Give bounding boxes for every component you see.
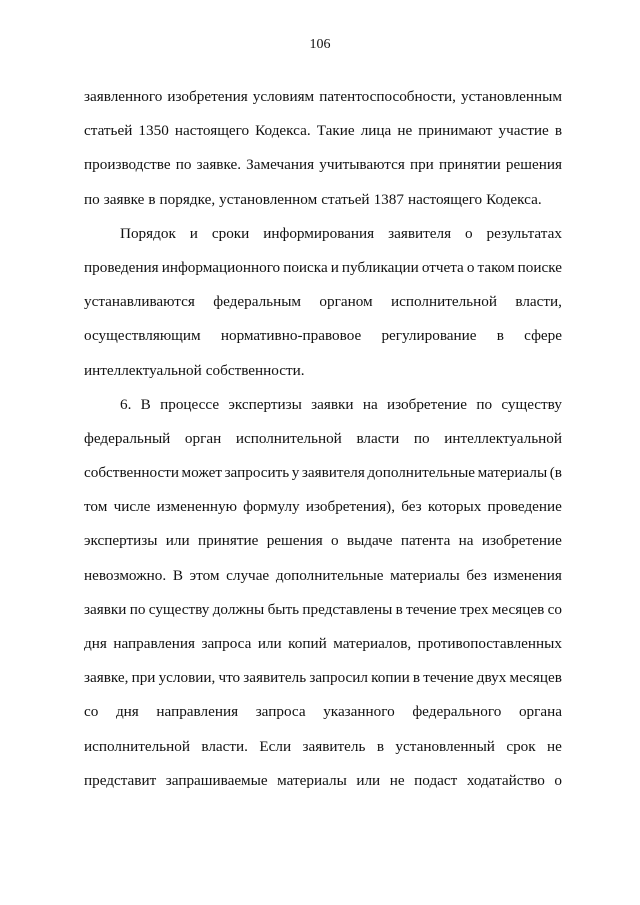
word: нормативно-правовое — [220, 327, 362, 345]
word: федеральным — [213, 293, 302, 311]
word: патентоспособности, — [319, 88, 456, 105]
word: запрашиваемые — [165, 771, 268, 789]
word: заявке, — [84, 669, 129, 687]
word: и — [189, 224, 198, 242]
word: копий — [288, 635, 327, 652]
word: месяцев — [509, 669, 562, 687]
word: заявитель — [302, 737, 366, 755]
word: измененную — [156, 498, 237, 516]
word: может — [181, 464, 223, 482]
word: представлены — [302, 600, 393, 618]
word: которых — [427, 498, 482, 516]
text-line — [84, 559, 562, 593]
word: В — [140, 395, 151, 413]
word: информационного — [161, 258, 281, 276]
word: информирования — [263, 224, 375, 242]
word: случае — [226, 566, 270, 584]
word: формулу — [243, 498, 300, 516]
word: заявки — [311, 395, 354, 413]
word: на — [458, 532, 474, 550]
word: исполнительной — [235, 429, 342, 447]
page-number: 106 — [309, 37, 331, 52]
word: лица — [360, 122, 392, 140]
word: или — [356, 771, 381, 789]
word: участие — [498, 122, 549, 140]
word: не — [389, 771, 405, 789]
word: запроса — [201, 635, 252, 652]
word: органа — [518, 703, 562, 721]
word: на — [362, 395, 378, 413]
word: дополнительные — [367, 464, 476, 482]
word: интеллектуальной — [444, 429, 562, 447]
word: и — [330, 258, 339, 276]
word: что — [218, 669, 241, 687]
word: месяцев — [491, 600, 545, 618]
word: Кодекса. — [486, 190, 542, 208]
document-body — [84, 80, 562, 798]
word: заявке — [103, 190, 145, 208]
text-line — [84, 388, 562, 422]
word: проведение — [487, 498, 562, 516]
word: по — [129, 600, 146, 618]
word: по — [476, 395, 493, 413]
word: не — [547, 737, 562, 755]
text-line — [84, 490, 562, 524]
word: направления — [113, 635, 195, 652]
word: по — [413, 429, 430, 447]
word: по — [175, 156, 192, 174]
text-line — [84, 114, 562, 148]
word: условиям — [252, 88, 315, 105]
word: изобретения), — [305, 498, 396, 516]
word: по — [84, 190, 100, 208]
word: запросить — [224, 464, 290, 482]
word: заявителя — [301, 464, 365, 482]
word: выдаче — [346, 532, 393, 550]
word: изобретение — [386, 395, 468, 413]
word: направления — [156, 703, 239, 721]
word: существу — [148, 600, 210, 618]
word: установленным — [461, 88, 562, 105]
text-line — [84, 456, 562, 490]
word: двух — [476, 669, 507, 687]
word: копии — [371, 669, 410, 687]
word: власти, — [515, 293, 562, 311]
word: заявителя — [388, 224, 452, 242]
word: со — [84, 703, 99, 721]
word: результатах — [486, 224, 562, 242]
word: интеллектуальной — [84, 361, 202, 379]
text-line — [84, 80, 562, 114]
word: порядке, — [159, 190, 216, 208]
word: со — [547, 600, 562, 618]
word: Такие — [316, 122, 355, 140]
word: о — [465, 224, 473, 242]
word: том — [84, 498, 108, 516]
word: при — [409, 156, 434, 174]
text-line — [84, 524, 562, 558]
word: изобретения — [167, 88, 248, 105]
word: настоящего — [407, 190, 483, 208]
text-line — [84, 764, 562, 798]
word: в — [395, 600, 403, 618]
word: статьей — [321, 190, 370, 208]
word: быть — [267, 600, 300, 618]
word: у — [291, 464, 300, 482]
word: В — [172, 566, 183, 584]
word: принимают — [418, 122, 493, 140]
word: в — [148, 190, 156, 208]
word: материалы — [277, 771, 347, 789]
word: сроки — [211, 224, 250, 242]
text-line — [84, 695, 562, 729]
word: о — [466, 258, 475, 276]
word: сфере — [524, 327, 562, 345]
word: числе — [113, 498, 151, 516]
word: федеральный — [84, 429, 171, 447]
word: отчета — [421, 258, 464, 276]
word: заявитель — [243, 669, 307, 687]
text-line — [84, 217, 562, 251]
word: запроса — [255, 703, 306, 721]
word: устанавливаются — [84, 293, 195, 311]
word: власти — [356, 429, 400, 447]
word: патента — [400, 532, 451, 550]
word: экспертизы — [228, 395, 302, 413]
word: ходатайство — [466, 771, 545, 789]
word: Замечания — [246, 156, 315, 174]
word: исполнительной — [84, 737, 190, 755]
word: собственности. — [205, 361, 305, 379]
word: решения — [505, 156, 562, 174]
text-line — [84, 661, 562, 695]
word: не — [397, 122, 413, 140]
text-line — [84, 183, 562, 217]
word: таком — [477, 258, 515, 276]
word: органом — [319, 293, 373, 311]
word: или — [257, 635, 282, 652]
word: в — [376, 737, 385, 755]
word: невозможно. — [84, 566, 167, 584]
word: решения — [266, 532, 323, 550]
word: запросил — [309, 669, 369, 687]
word: при — [131, 669, 156, 687]
word: регулирование — [381, 327, 477, 345]
word: изменения — [493, 566, 562, 584]
word: собственности — [84, 464, 179, 482]
word: материалов, — [333, 635, 412, 652]
word: в — [412, 669, 421, 687]
word: этом — [189, 566, 220, 584]
word: без — [401, 498, 422, 516]
text-line — [84, 422, 562, 456]
word: заявки — [84, 600, 127, 618]
word: Порядок — [120, 224, 176, 242]
text-line — [84, 251, 562, 285]
word: экспертизы — [84, 532, 158, 550]
word: 1387 — [373, 190, 404, 208]
word: власти. — [201, 737, 248, 755]
word: материалы — [390, 566, 460, 584]
text-line — [84, 593, 562, 627]
word: представит — [84, 771, 157, 789]
word: должны — [212, 600, 265, 618]
text-line — [84, 354, 562, 388]
word: поиске — [517, 258, 562, 276]
word: течение — [423, 669, 474, 687]
word: или — [165, 532, 190, 550]
word: установленный — [395, 737, 495, 755]
word: 1350 — [138, 122, 169, 140]
word: без — [466, 566, 487, 584]
word: Если — [259, 737, 292, 755]
word: исполнительной — [391, 293, 497, 311]
word: производстве — [84, 156, 171, 174]
word: заявке. — [196, 156, 242, 174]
word: (в — [549, 464, 562, 482]
word: настоящего — [174, 122, 250, 140]
word: условии, — [158, 669, 216, 687]
word: подаст — [414, 771, 458, 789]
text-line — [84, 730, 562, 764]
word: о — [331, 532, 339, 550]
word: поиска — [283, 258, 328, 276]
word: дня — [84, 635, 107, 652]
word: принятие — [197, 532, 259, 550]
word: трех — [459, 600, 489, 618]
word: проведения — [84, 258, 159, 276]
word: противопоставленных — [417, 635, 562, 652]
word: публикации — [341, 258, 419, 276]
word: изобретение — [481, 532, 562, 550]
word: в — [496, 327, 504, 345]
word: материалы — [477, 464, 548, 482]
word: о — [554, 771, 562, 789]
text-line — [84, 285, 562, 319]
word: орган — [184, 429, 222, 447]
word: установленном — [219, 190, 318, 208]
word: в — [554, 122, 562, 140]
word: учитываются — [319, 156, 405, 174]
word: Кодекса. — [255, 122, 311, 140]
word: 6. — [120, 395, 132, 413]
word: дня — [115, 703, 139, 721]
word: принятии — [438, 156, 501, 174]
word: осуществляющим — [84, 327, 201, 345]
word: срок — [506, 737, 536, 755]
text-line — [84, 319, 562, 353]
text-line — [84, 148, 562, 182]
word: течение — [406, 600, 457, 618]
word: существу — [501, 395, 562, 413]
word: статьей — [84, 122, 133, 140]
word: федерального — [412, 703, 502, 721]
word: указанного — [323, 703, 395, 721]
word: заявленного — [84, 88, 163, 105]
word: дополнительные — [275, 566, 384, 584]
text-line — [84, 627, 562, 661]
word: процессе — [160, 395, 220, 413]
